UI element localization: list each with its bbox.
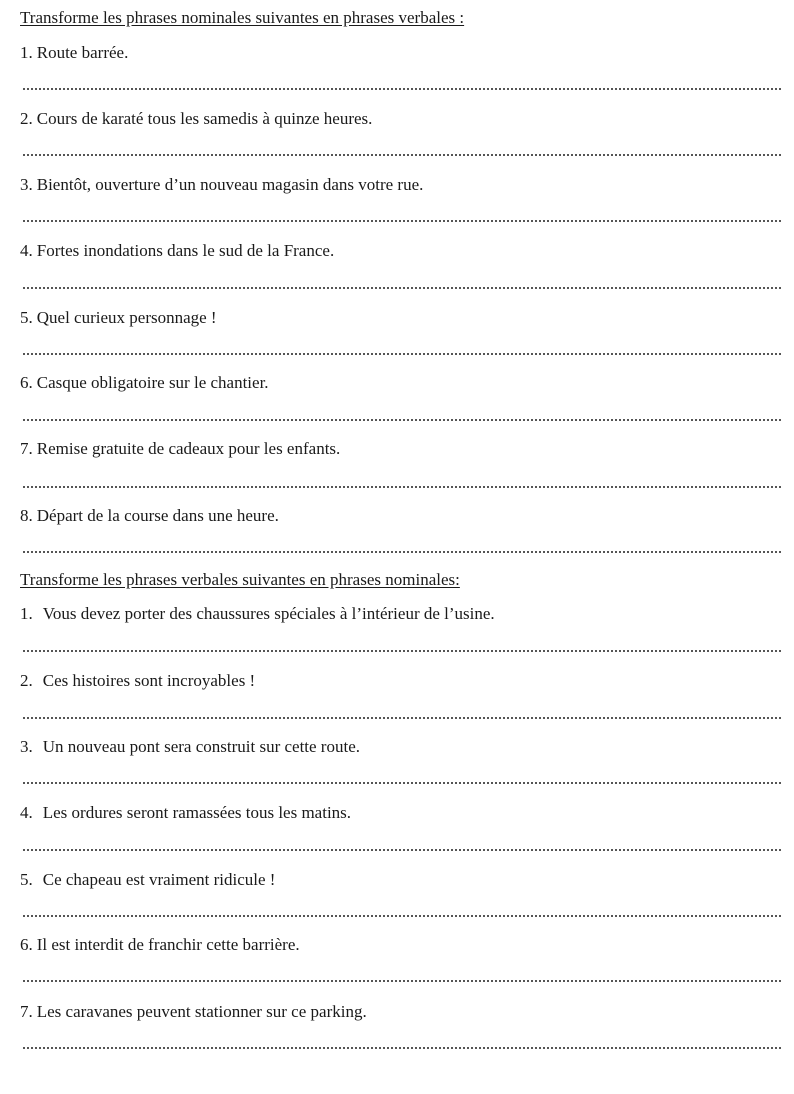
item-text: Les caravanes peuvent stationner sur ce parking. — [36, 1002, 367, 1021]
exercise2-item-4 — [20, 803, 351, 823]
item-number: 2. — [20, 671, 33, 690]
item-number: 7. — [20, 439, 33, 458]
exercise2-item-6 — [20, 935, 300, 955]
item-number: 1. — [20, 604, 33, 623]
answer-line-2-3[interactable] — [22, 782, 782, 784]
item-text: Route barrée. — [36, 43, 129, 62]
item-text: Ces histoires sont incroyables ! — [42, 671, 256, 690]
answer-line-1-1[interactable] — [22, 88, 782, 90]
item-text: Il est interdit de franchir cette barrière. — [36, 935, 300, 954]
answer-line-1-7[interactable] — [22, 486, 782, 488]
exercise2-item-7 — [20, 1002, 367, 1022]
item-text: Vous devez porter des chaussures spéciales à l’intérieur de l’usine. — [42, 604, 495, 623]
exercise1-item-7 — [20, 439, 340, 459]
exercise2-item-3 — [20, 737, 360, 757]
item-text: Cours de karaté tous les samedis à quinze heures. — [36, 109, 373, 128]
item-number: 5. — [20, 870, 33, 889]
answer-line-2-2[interactable] — [22, 717, 782, 719]
item-text: Un nouveau pont sera construit sur cette route. — [42, 737, 360, 756]
answer-line-2-5[interactable] — [22, 915, 782, 917]
item-number: 2. — [20, 109, 33, 128]
item-number: 3. — [20, 737, 33, 756]
answer-line-1-4[interactable] — [22, 287, 782, 289]
item-number: 4. — [20, 803, 33, 822]
section2-heading: Transforme les phrases verbales suivantes en phrases nominales: — [20, 570, 460, 589]
exercise2-item-5 — [20, 870, 275, 890]
exercise1-item-2 — [20, 109, 372, 129]
answer-line-2-7[interactable] — [22, 1047, 782, 1049]
item-text: Fortes inondations dans le sud de la France. — [36, 241, 335, 260]
item-text: Les ordures seront ramassées tous les matins. — [42, 803, 352, 822]
answer-line-1-6[interactable] — [22, 419, 782, 421]
answer-line-1-8[interactable] — [22, 551, 782, 553]
item-text: Remise gratuite de cadeaux pour les enfants. — [36, 439, 341, 458]
answer-line-1-3[interactable] — [22, 220, 782, 222]
item-text: Ce chapeau est vraiment ridicule ! — [42, 870, 276, 889]
answer-line-2-4[interactable] — [22, 849, 782, 851]
exercise2-item-1 — [20, 604, 495, 624]
item-number: 6. — [20, 373, 33, 392]
item-number: 7. — [20, 1002, 33, 1021]
exercise1-item-6 — [20, 373, 269, 393]
exercise1-item-4 — [20, 241, 334, 261]
item-number: 8. — [20, 506, 33, 525]
item-number: 3. — [20, 175, 33, 194]
item-number: 6. — [20, 935, 33, 954]
item-number: 5. — [20, 308, 33, 327]
answer-line-1-5[interactable] — [22, 353, 782, 355]
exercise1-item-5 — [20, 308, 217, 328]
item-text: Bientôt, ouverture d’un nouveau magasin dans votre rue. — [36, 175, 424, 194]
item-number: 4. — [20, 241, 33, 260]
item-number: 1. — [20, 43, 33, 62]
exercise1-item-3 — [20, 175, 423, 195]
exercise1-item-1 — [20, 43, 128, 63]
answer-line-1-2[interactable] — [22, 154, 782, 156]
item-text: Départ de la course dans une heure. — [36, 506, 279, 525]
item-text: Casque obligatoire sur le chantier. — [36, 373, 269, 392]
answer-line-2-6[interactable] — [22, 980, 782, 982]
exercise2-item-2 — [20, 671, 255, 691]
exercise1-item-8 — [20, 506, 279, 526]
item-text: Quel curieux personnage ! — [36, 308, 217, 327]
answer-line-2-1[interactable] — [22, 650, 782, 652]
section1-heading: Transforme les phrases nominales suivantes en phrases verbales : — [20, 8, 465, 27]
